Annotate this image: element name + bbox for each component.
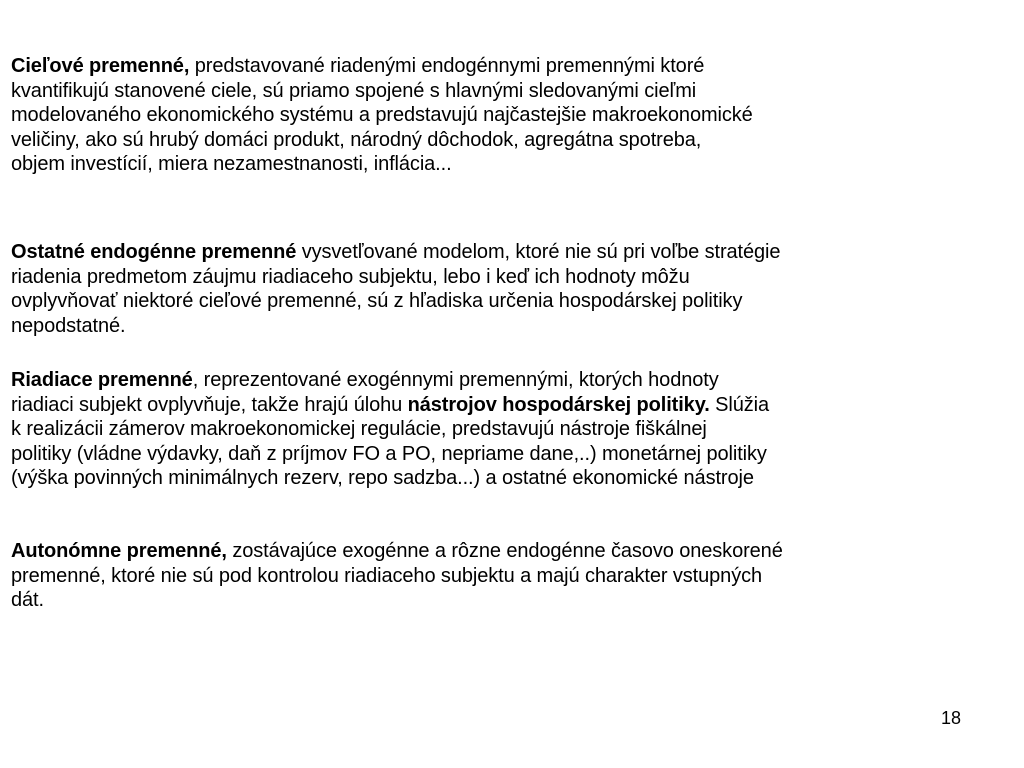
text-line <box>11 240 1019 265</box>
text-line <box>11 368 1019 393</box>
bold-term: Cieľové premenné, <box>11 55 190 77</box>
page-number: 18 <box>940 708 962 728</box>
text-line <box>11 588 1019 613</box>
text-run: dát. <box>11 589 44 611</box>
paragraph-goal-variables <box>11 54 1019 177</box>
bold-term: nástrojov hospodárskej politiky. <box>407 393 710 416</box>
text-run: predstavované riadenými endogénnymi premennými ktoré <box>189 55 705 77</box>
paragraph-other-endogenous-variables <box>11 240 1019 338</box>
text-run: objem investícií, miera nezamestnanosti, inflácia... <box>11 153 452 175</box>
text-run: Slúžia <box>709 393 770 416</box>
text-run: politiky (vládne výdavky, daň z príjmov FO a PO, nepriame dane,..) monetárnej politiky <box>11 442 767 465</box>
bold-term: Ostatné endogénne premenné <box>11 241 297 263</box>
text-line <box>11 128 1019 153</box>
text-run: kvantifikujú stanovené ciele, sú priamo spojené s hlavnými sledovanými cieľmi <box>11 79 697 102</box>
text-line <box>11 442 1019 467</box>
text-run: ovplyvňovať niektoré cieľové premenné, sú z hľadiska určenia hospodárskej politiky <box>11 290 743 312</box>
text-line <box>11 466 1019 491</box>
text-line <box>11 564 1019 589</box>
text-line <box>11 152 1019 177</box>
text-line <box>11 79 1019 104</box>
text-run: k realizácii zámerov makroekonomickej regulácie, predstavujú nástroje fiškálnej <box>11 418 707 440</box>
paragraph-autonomous-variables <box>11 539 1019 613</box>
text-run: zostávajúce exogénne a rôzne endogénne časovo oneskorené <box>226 540 783 562</box>
bold-term: Riadiace premenné <box>11 369 193 391</box>
text-run: riadiaci subjekt ovplyvňuje, takže hrajú úlohu <box>11 393 408 416</box>
text-line <box>11 265 1019 290</box>
text-run: veličiny, ako sú hrubý domáci produkt, národný dôchodok, agregátna spotreba, <box>11 128 702 151</box>
text-line <box>11 103 1019 128</box>
text-line <box>11 393 1019 418</box>
text-run: , reprezentované exogénnymi premennými, ktorých hodnoty <box>192 369 719 391</box>
text-run: vysvetľované modelom, ktoré nie sú pri voľbe stratégie <box>296 241 781 263</box>
text-run: modelovaného ekonomického systému a predstavujú najčastejšie makroekonomické <box>11 104 753 126</box>
text-run: nepodstatné. <box>11 314 126 337</box>
text-run: riadenia predmetom záujmu riadiaceho subjektu, lebo i keď ich hodnoty môžu <box>11 265 690 288</box>
text-run: (výška povinných minimálnych rezerv, repo sadzba...) a ostatné ekonomické nástroje <box>11 467 754 489</box>
bold-term: Autonómne premenné, <box>11 540 227 562</box>
paragraph-control-variables <box>11 368 1019 491</box>
text-run: premenné, ktoré nie sú pod kontrolou riadiaceho subjektu a majú charakter vstupných <box>11 564 763 587</box>
text-line <box>11 417 1019 442</box>
text-line <box>11 539 1019 564</box>
text-line <box>11 289 1019 314</box>
text-line <box>11 54 1019 79</box>
text-line <box>11 314 1019 339</box>
